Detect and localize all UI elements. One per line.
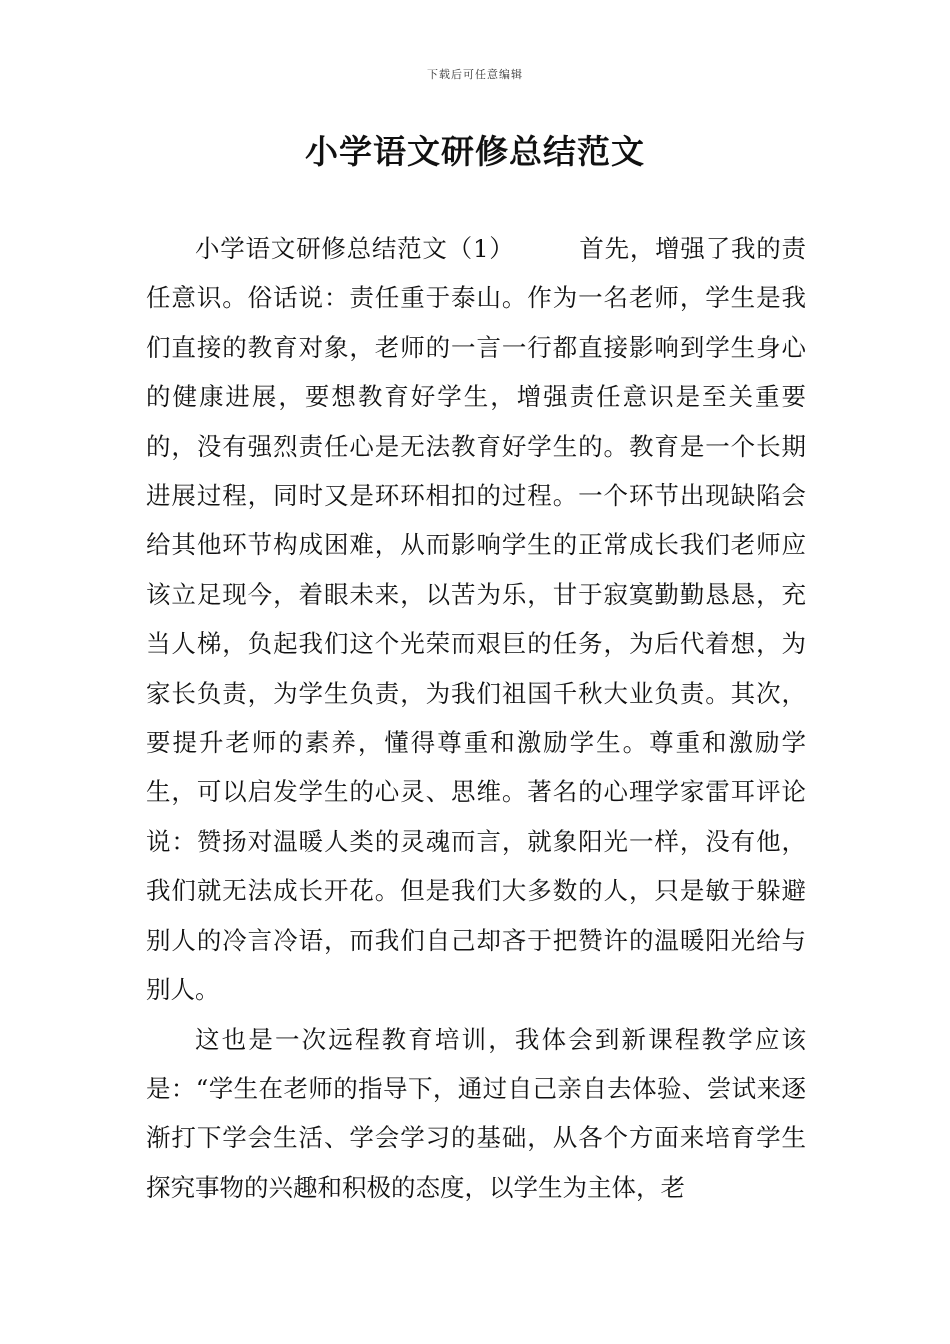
section-heading: 小学语文研修总结范文（1）	[195, 234, 515, 263]
paragraph-1-text: 首先，增强了我的责任意识。俗话说：责任重于泰山。作为一名老师，学生是我们直接的教育对象，老师的一言一行都直接影响到学生身心的健康进展，要想教育好学生，增强责任意识是至关重要的，没有强烈责任心是无法教育好学生的。教育是一个长期进展过程，同时又是环环相扣的过程。一个环节出现缺陷会给其他环节构成困难，从而影响学生的正常成长我们老师应该立足现今，着眼未来，以苦为乐，甘于寂寞勤勤恳恳，充当人梯，负起我们这个光荣而艰巨的任务，为后代着想，为家长负责，为学生负责，为我们祖国千秋大业负责。其次，要提升老师的素养，懂得尊重和激励学生。尊重和激励学生，可以启发学生的心灵、思维。著名的心理学家雷耳评论说：赞扬对温暖人类的灵魂而言，就象阳光一样，没有他，我们就无法成长开花。但是我们大多数的人，只是敏于躲避别人的冷言冷语，而我们自己却吝于把赞许的温暖阳光给与别人。	[146, 234, 806, 1005]
header-note: 下载后可任意编辑	[427, 68, 523, 81]
document-body	[146, 224, 806, 1212]
document-title: 小学语文研修总结范文	[305, 132, 645, 171]
paragraph-1	[146, 224, 806, 1015]
paragraph-2: 这也是一次远程教育培训，我体会到新课程教学应该是：“学生在老师的指导下，通过自己亲自去体验、尝试来逐渐打下学会生活、学会学习的基础，从各个方面来培育学生探究事物的兴趣和积极的态度，以学生为主体，老	[146, 1024, 806, 1202]
